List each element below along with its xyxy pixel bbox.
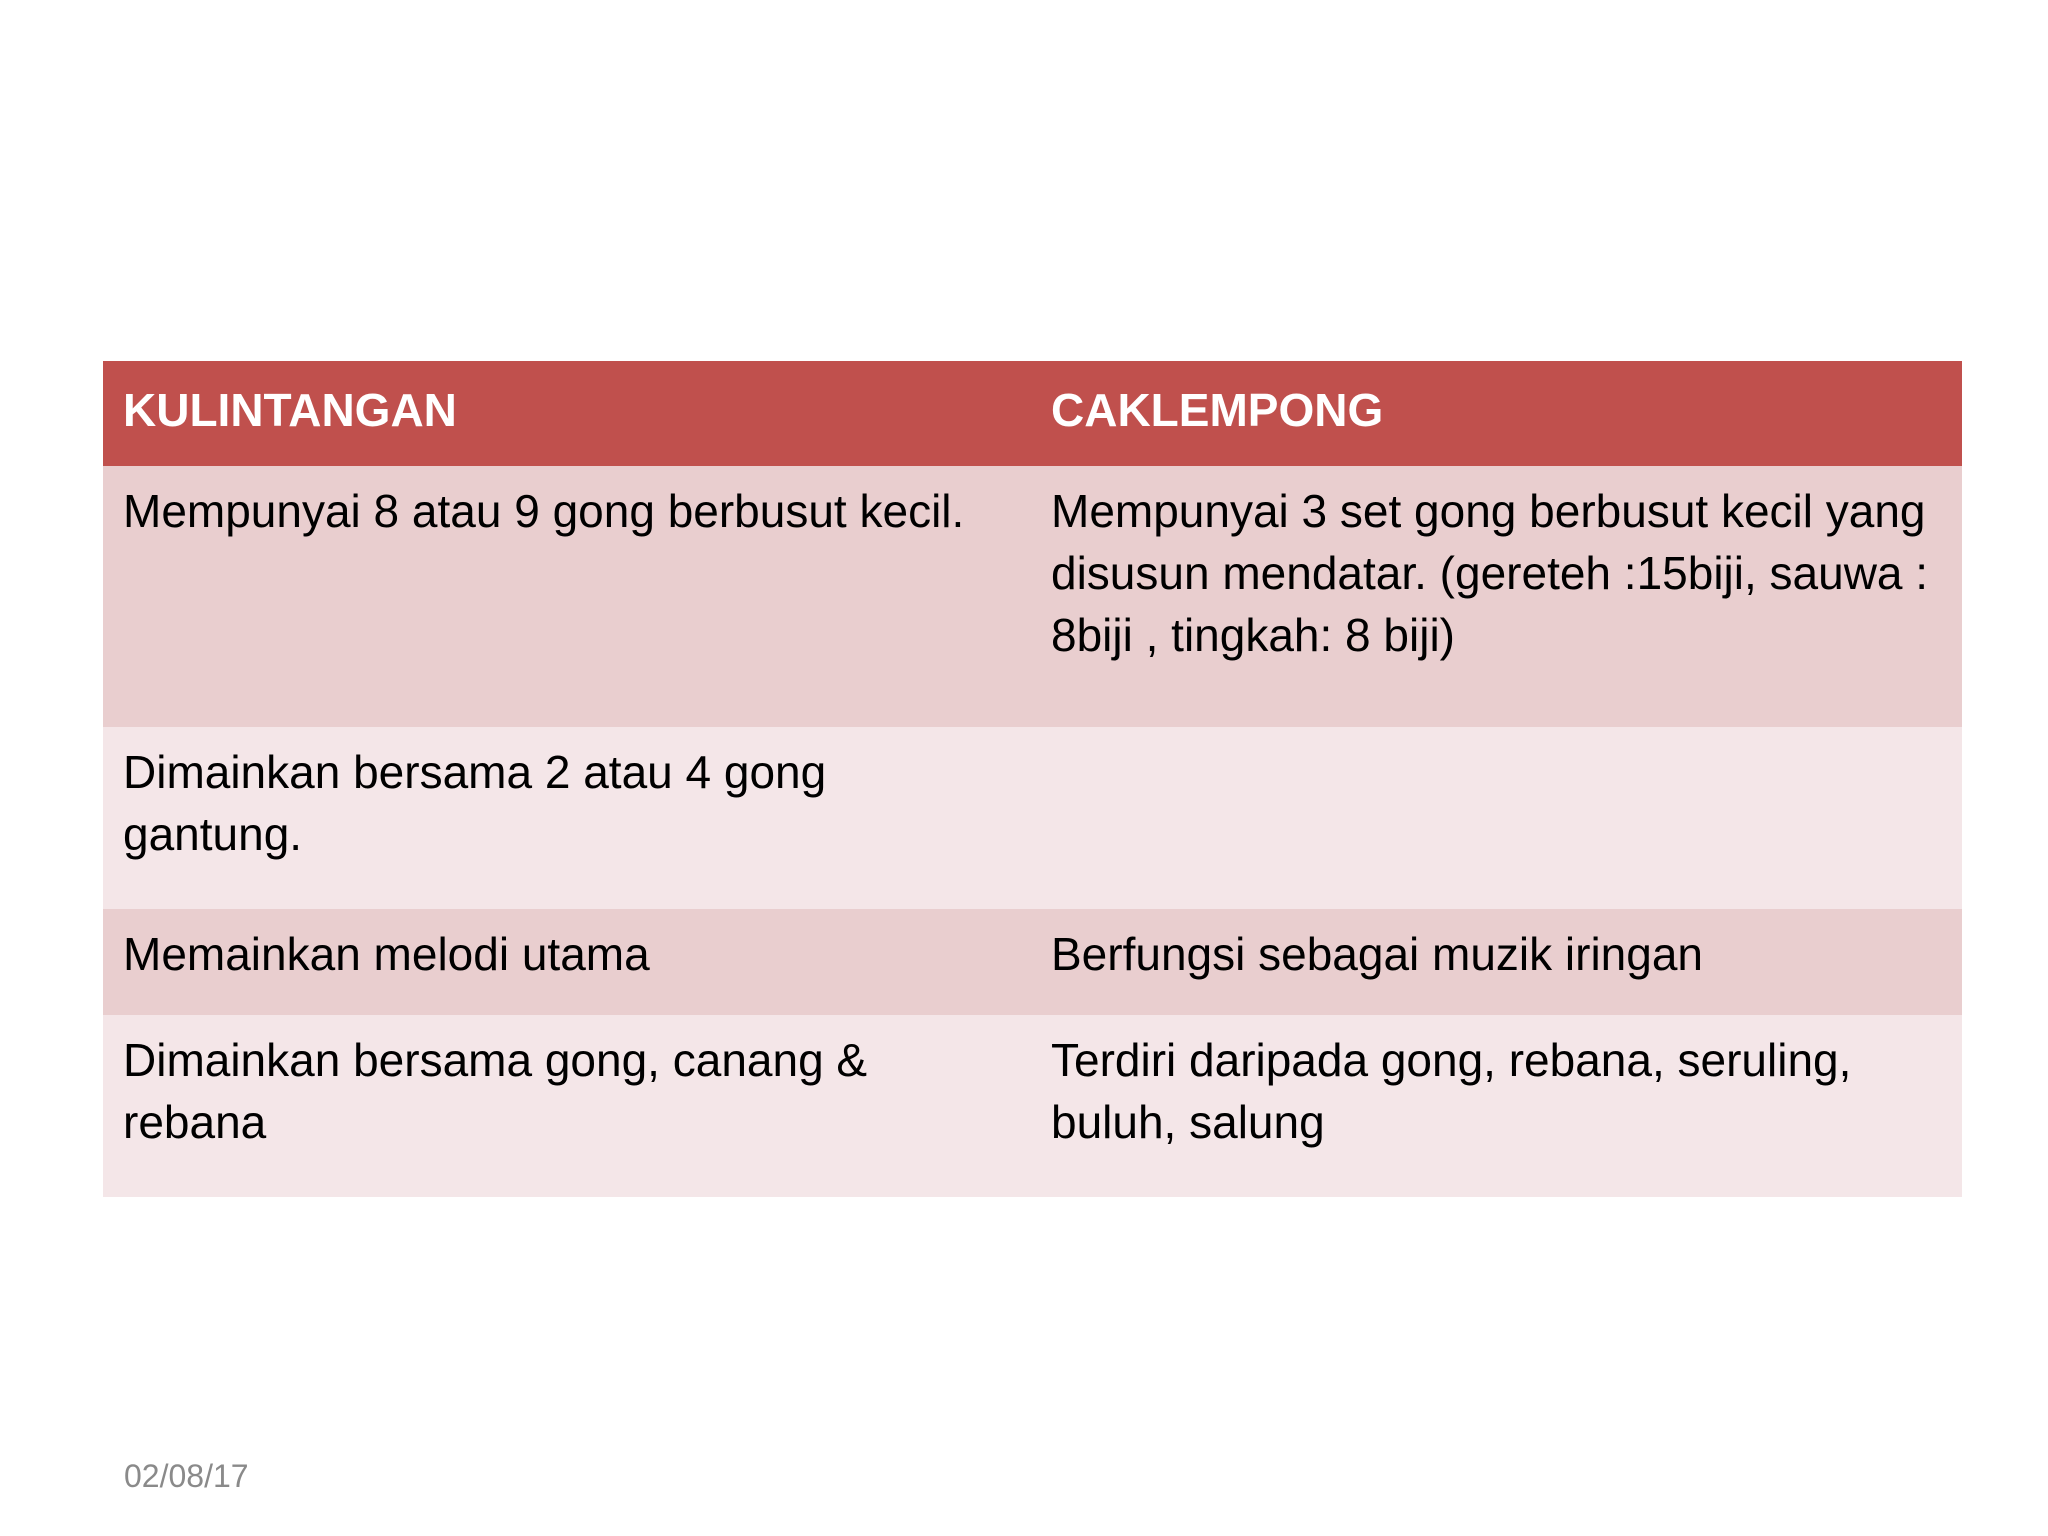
footer-date: 02/08/17 [124, 1458, 249, 1494]
table-row [103, 466, 1962, 727]
table-row [103, 1015, 1962, 1197]
table-cell: Mempunyai 3 set gong berbusut kecil yang disusun mendatar. (gereteh :15biji, sauwa : 8biji , tingkah: 8 biji) [1031, 466, 1962, 727]
table-cell [1031, 727, 1962, 909]
table-cell: Dimainkan bersama gong, canang & rebana [103, 1015, 1031, 1197]
table-cell: Dimainkan bersama 2 atau 4 gong gantung. [103, 727, 1031, 909]
comparison-table [103, 361, 1962, 1197]
table-cell: Mempunyai 8 atau 9 gong berbusut kecil. [103, 466, 1031, 727]
table-cell: Memainkan melodi utama [103, 909, 1031, 1015]
table-header-row [103, 361, 1962, 466]
table-row [103, 909, 1962, 1015]
table-cell: Terdiri daripada gong, rebana, seruling, buluh, salung [1031, 1015, 1962, 1197]
header-caklempong: CAKLEMPONG [1031, 361, 1962, 466]
table-cell: Berfungsi sebagai muzik iringan [1031, 909, 1962, 1015]
table-row [103, 727, 1962, 909]
header-kulintangan: KULINTANGAN [103, 361, 1031, 466]
